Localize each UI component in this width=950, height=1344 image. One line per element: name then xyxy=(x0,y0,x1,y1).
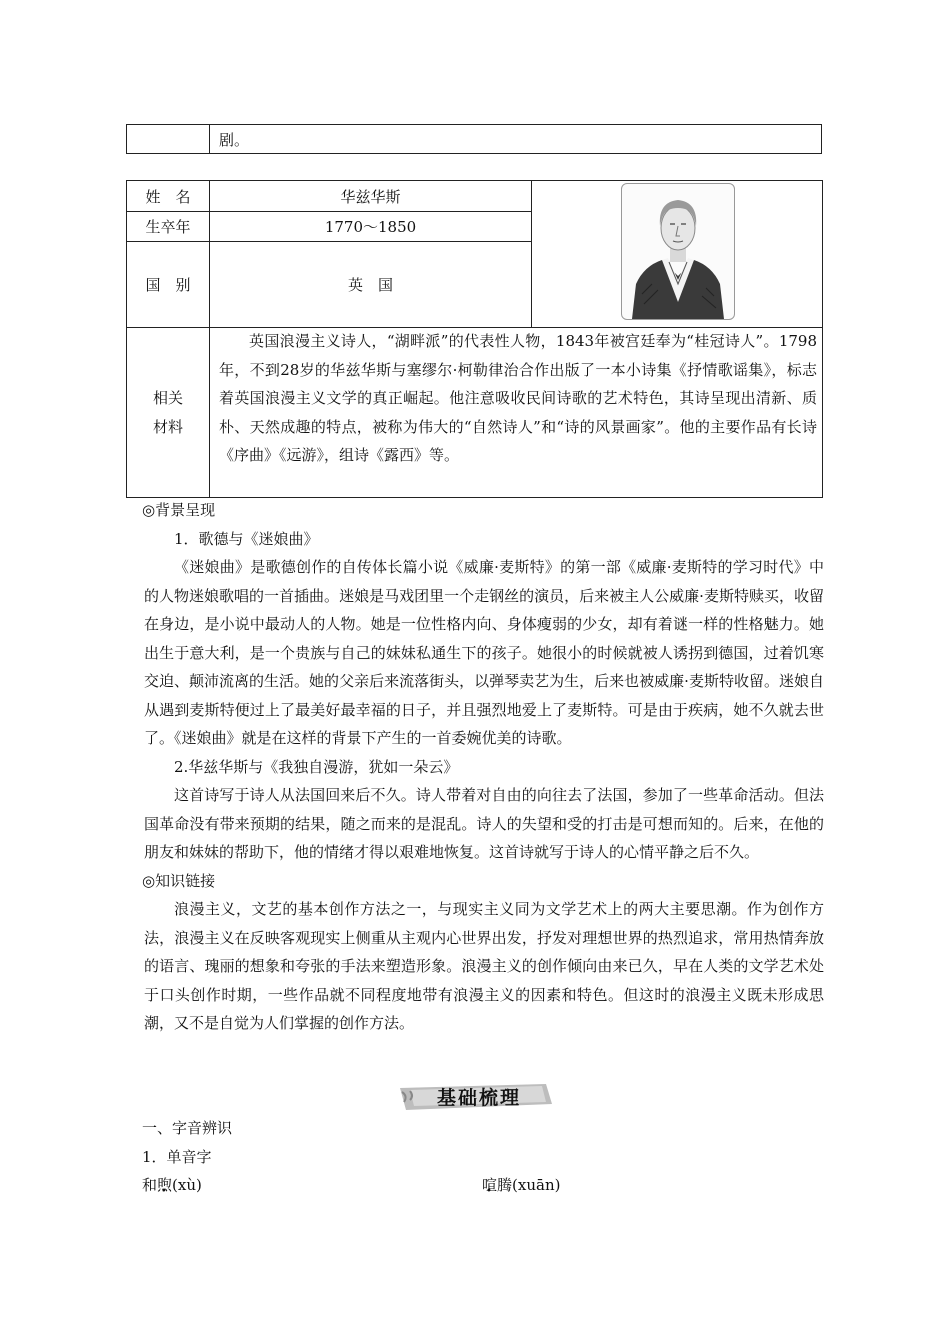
section-banner xyxy=(396,1080,556,1114)
continuation-text: 剧。 xyxy=(219,131,250,149)
background-heading: ◎背景呈现 xyxy=(142,501,216,519)
materials-text-cell xyxy=(219,327,817,470)
author-info-table xyxy=(126,180,823,498)
lifespan-label: 生卒年 xyxy=(145,218,191,236)
name-value: 华兹华斯 xyxy=(340,187,401,206)
portrait-image xyxy=(621,183,735,320)
lifespan-value: 1770～1850 xyxy=(324,218,417,236)
pronunciation-section xyxy=(144,1114,824,1171)
item2-dotted-char: 喧 xyxy=(482,1176,498,1194)
materials-text: 英国浪漫主义诗人，“湖畔派”的代表性人物，1843年被宫廷奉为“桂冠诗人”。1798年，不到28岁的华兹华斯与塞缪尔·柯勒律治合作出版了一本小诗集《抒情歌谣集》，标志着英国浪漫主义文学的真正崛起。他注意吸收民间诗歌的艺术特色，其诗呈现出清新、质朴、天然成趣的特点，被称为伟大的“自然诗人”和“诗的风景画家”。他的主要作品有长诗《序曲》《远游》，组诗《露西》等。 xyxy=(219,332,817,464)
knowledge-para: 浪漫主义，文艺的基本创作方法之一，与现实主义同为文学艺术上的两大主要思潮。作为创作方法，浪漫主义在反映客观现实上侧重从主观内心世界出发，抒发对理想世界的热烈追求，常用热情奔放的语言、瑰丽的想象和夸张的手法来塑造形象。浪漫主义的创作倾向由来已久，早在人类的文学艺术处于口头创作时期，一些作品就不同程度地带有浪漫主义的因素和特色。但这时的浪漫主义既未形成思潮，又不是自觉为人们掌握的创作方法。 xyxy=(144,900,824,1032)
nationality-label: 国 别 xyxy=(145,276,191,294)
background-sub1: 1．歌德与《迷娘曲》 xyxy=(174,529,319,548)
name-label: 姓 名 xyxy=(145,187,191,206)
continuation-label-cell xyxy=(127,125,210,153)
item2-suffix: 腾 xyxy=(497,1176,513,1194)
background-sub2: 2.华兹华斯与《我独自漫游，犹如一朵云》 xyxy=(174,757,459,776)
pronunciation-item-2 xyxy=(482,1171,560,1199)
banner-title: 基础梳理 xyxy=(436,1087,521,1109)
nationality-value: 英 国 xyxy=(347,276,393,294)
background-section xyxy=(144,496,824,1038)
pronunciation-heading: 一、字音辨识 xyxy=(142,1119,233,1137)
item1-pinyin: (xù) xyxy=(172,1176,202,1194)
materials-label xyxy=(127,328,209,497)
background-para2: 这首诗写于诗人从法国回来后不久。诗人带着对自由的向往去了法国，参加了一些革命活动。但法国革命没有带来预期的结果，随之而来的是混乱。诗人的失望和受的打击是可想而知的。后来，在他的朋友和妹妹的帮助下，他的情绪才得以艰难地恢复。这首诗就写于诗人的心情平静之后不久。 xyxy=(144,786,824,861)
table-divider xyxy=(531,181,532,327)
item1-prefix: 和 xyxy=(142,1176,158,1194)
pronunciation-sub: 1．单音字 xyxy=(142,1147,212,1166)
materials-label-line2: 材料 xyxy=(152,417,183,436)
materials-label-line1: 相关 xyxy=(152,389,183,407)
item2-pinyin: (xuān) xyxy=(512,1176,561,1194)
knowledge-heading: ◎知识链接 xyxy=(142,871,216,890)
continuation-table xyxy=(126,124,822,154)
item1-dotted-char: 煦 xyxy=(157,1176,173,1194)
pronunciation-item-1 xyxy=(142,1171,202,1199)
background-para1: 《迷娘曲》是歌德创作的自传体长篇小说《威廉·麦斯特》的第一部《威廉·麦斯特的学习时代》中的人物迷娘歌唱的一首插曲。迷娘是马戏团里一个走钢丝的演员，后来被主人公威廉·麦斯特赎买，收留在身边，是小说中最动人的人物。她是一位性格内向、身体瘦弱的少女，却有着谜一样的性格魅力。她出生于意大利，是一个贵族与自己的妹妹私通生下的孩子。她很小的时候就被人诱拐到德国，过着饥寒交迫、颠沛流离的生活。她的父亲后来流落街头，以弹琴卖艺为生，后来也被威廉·麦斯特收留。迷娘自从遇到麦斯特便过上了最美好最幸福的日子，并且强烈地爱上了麦斯特。可是由于疾病，她不久就去世了。《迷娘曲》就是在这样的背景下产生的一首委婉优美的诗歌。 xyxy=(144,558,824,747)
